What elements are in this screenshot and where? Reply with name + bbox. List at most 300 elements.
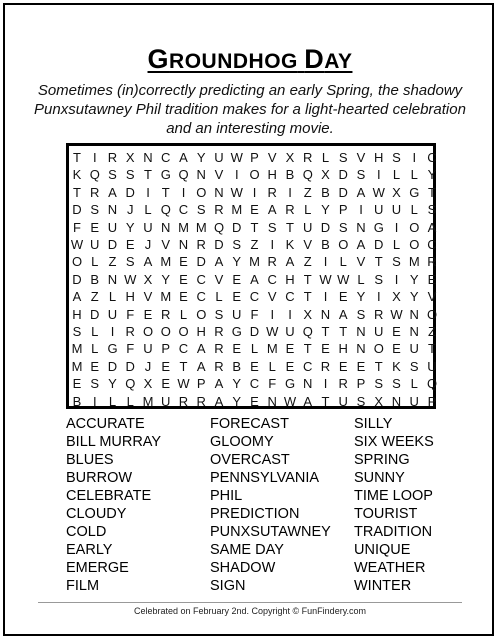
- word-list-item: SPRING: [354, 452, 410, 468]
- grid-letter: A: [285, 254, 295, 270]
- grid-letter: I: [110, 324, 115, 339]
- grid-letter: S: [374, 271, 384, 287]
- word-list-item: PUNXSUTAWNEY: [210, 524, 331, 540]
- grid-letter: O: [249, 167, 260, 183]
- grid-letter: A: [356, 237, 366, 252]
- grid-letter: D: [249, 324, 260, 339]
- grid-letter: A: [179, 150, 188, 165]
- grid-letter: U: [374, 202, 384, 218]
- word-list-item: CELEBRATE: [66, 488, 152, 504]
- grid-letter: L: [144, 202, 152, 218]
- grid-letter: N: [391, 393, 402, 409]
- word-list-item: TIME LOOP: [354, 488, 433, 504]
- grid-letter: H: [285, 271, 295, 287]
- grid-letter: H: [374, 150, 384, 165]
- grid-letter: E: [285, 358, 295, 374]
- grid-letter: A: [356, 184, 366, 200]
- grid-letter: A: [72, 289, 82, 305]
- grid-letter: I: [181, 184, 186, 200]
- grid-letter: X: [303, 306, 313, 322]
- grid-letter: G: [231, 324, 242, 339]
- grid-letter: P: [196, 376, 206, 392]
- grid-letter: U: [374, 324, 384, 339]
- grid-letter: Y: [161, 271, 171, 287]
- grid-letter: L: [357, 271, 365, 287]
- grid-letter: R: [107, 150, 118, 165]
- grid-letter: E: [161, 376, 171, 392]
- word-list-item: COLD: [66, 524, 107, 540]
- grid-letter: O: [178, 324, 189, 339]
- word-list-item: SUNNY: [354, 470, 405, 486]
- grid-letter: I: [146, 184, 150, 200]
- grid-letter: T: [161, 184, 170, 200]
- grid-letter: O: [160, 324, 171, 339]
- grid-letter: E: [356, 358, 366, 374]
- grid-letter: T: [179, 358, 188, 374]
- grid-letter: S: [232, 237, 242, 252]
- grid-letter: Y: [356, 289, 366, 305]
- grid-letter: T: [73, 150, 81, 165]
- grid-letter: E: [321, 341, 330, 357]
- grid-letter: H: [267, 167, 277, 183]
- footer-divider: [38, 602, 462, 603]
- word-list-item: PHIL: [210, 488, 243, 504]
- grid-letter: L: [410, 376, 418, 392]
- grid-row: [69, 149, 437, 166]
- grid-letter: I: [323, 254, 328, 270]
- grid-letter: P: [427, 393, 437, 409]
- grid-letter: O: [409, 219, 420, 235]
- grid-letter: R: [267, 254, 277, 270]
- grid-letter: R: [338, 376, 348, 392]
- grid-letter: E: [179, 254, 188, 270]
- grid-letter: R: [178, 393, 189, 409]
- grid-letter: D: [196, 254, 206, 270]
- grid-letter: U: [427, 358, 437, 374]
- grid-letter: S: [108, 167, 117, 183]
- page-title: GROUNDHOG DAY: [147, 44, 353, 74]
- grid-letter: Y: [232, 393, 242, 409]
- word-list-item: OVERCAST: [210, 452, 290, 468]
- grid-row: [69, 219, 437, 236]
- grid-letter: L: [179, 306, 188, 322]
- grid-letter: I: [323, 376, 328, 392]
- grid-letter: C: [196, 271, 206, 287]
- grid-letter: U: [90, 237, 100, 252]
- grid-letter: O: [196, 184, 207, 200]
- grid-letter: L: [108, 289, 117, 305]
- grid-letter: U: [107, 306, 118, 322]
- grid-letter: B: [90, 271, 100, 287]
- grid-letter: T: [303, 289, 312, 305]
- grid-letter: F: [126, 341, 135, 357]
- grid-letter: O: [196, 306, 207, 322]
- grid-letter: T: [144, 167, 152, 183]
- word-list-item: SIX WEEKS: [354, 434, 434, 450]
- grid-letter: N: [356, 219, 366, 235]
- grid-letter: F: [268, 376, 277, 392]
- grid-letter: B: [321, 237, 330, 252]
- grid-letter: P: [250, 150, 259, 165]
- grid-letter: U: [409, 393, 419, 409]
- grid-letter: L: [215, 289, 223, 305]
- grid-letter: C: [427, 150, 437, 165]
- grid-letter: W: [266, 324, 279, 339]
- word-list-item: BURROW: [66, 470, 133, 486]
- grid-letter: T: [303, 341, 312, 357]
- grid-letter: V: [161, 237, 171, 252]
- grid-row: [69, 393, 437, 410]
- grid-letter: S: [196, 202, 206, 218]
- grid-letter: E: [392, 324, 401, 339]
- grid-letter: M: [71, 341, 83, 357]
- grid-letter: D: [338, 167, 348, 183]
- grid-letter: T: [374, 358, 383, 374]
- grid-letter: D: [72, 202, 82, 218]
- grid-letter: D: [90, 306, 100, 322]
- grid-letter: O: [338, 237, 349, 252]
- word-list-item: SILLY: [354, 416, 393, 432]
- grid-letter: A: [214, 376, 224, 392]
- grid-letter: N: [161, 219, 171, 235]
- grid-letter: C: [178, 341, 189, 357]
- grid-letter: A: [214, 254, 224, 270]
- word-list-item: EMERGE: [66, 560, 129, 576]
- grid-letter: V: [267, 289, 277, 305]
- grid-letter: V: [214, 271, 224, 287]
- grid-letter: F: [126, 306, 135, 322]
- grid-letter: H: [338, 341, 348, 357]
- word-list-item: PREDICTION: [210, 506, 300, 522]
- grid-letter: Q: [160, 202, 171, 218]
- grid-letter: S: [392, 254, 401, 270]
- word-column: [210, 415, 331, 595]
- grid-letter: Z: [90, 289, 99, 305]
- footer-text: Celebrated on February 2nd. Copyright © FunFindery.com: [133, 606, 367, 616]
- grid-letter: Y: [409, 271, 419, 287]
- grid-letter: E: [338, 358, 348, 374]
- grid-letter: L: [410, 167, 418, 183]
- word-list-item: ACCURATE: [66, 416, 145, 432]
- grid-letter: T: [374, 254, 383, 270]
- grid-letter: A: [143, 254, 153, 270]
- grid-letter: H: [196, 324, 206, 339]
- grid-letter: Q: [213, 219, 225, 235]
- grid-letter: Z: [303, 184, 312, 200]
- grid-letter: X: [392, 184, 401, 200]
- grid-letter: E: [427, 271, 437, 287]
- grid-letter: L: [392, 237, 401, 252]
- grid-row: [69, 375, 438, 392]
- grid-letter: U: [143, 219, 153, 235]
- grid-letter: S: [267, 219, 277, 235]
- grid-letter: S: [90, 202, 100, 218]
- grid-letter: C: [161, 150, 171, 165]
- grid-letter: Y: [125, 219, 135, 235]
- grid-letter: O: [142, 324, 154, 339]
- grid-row: [69, 340, 436, 357]
- grid-letter: M: [178, 219, 189, 235]
- grid-letter: D: [72, 271, 82, 287]
- grid-letter: R: [90, 184, 100, 200]
- grid-letter: X: [125, 150, 135, 165]
- grid-letter: G: [160, 167, 171, 183]
- grid-row: [69, 288, 437, 305]
- grid-letter: Z: [303, 254, 312, 270]
- grid-letter: O: [373, 341, 384, 357]
- grid-letter: E: [125, 237, 135, 252]
- grid-letter: Q: [178, 167, 189, 183]
- grid-letter: A: [250, 271, 259, 287]
- grid-letter: Z: [428, 324, 436, 339]
- grid-letter: E: [179, 289, 188, 305]
- word-list-item: UNIQUE: [354, 542, 411, 558]
- grid-letter: Y: [409, 289, 419, 305]
- grid-letter: L: [304, 202, 312, 218]
- grid-row: [69, 184, 436, 201]
- grid-letter: D: [107, 237, 118, 252]
- grid-letter: U: [232, 306, 242, 322]
- grid-letter: D: [125, 184, 135, 200]
- word-list-item: SHADOW: [210, 560, 276, 576]
- grid-letter: L: [321, 150, 330, 165]
- grid-letter: N: [107, 271, 118, 287]
- grid-letter: S: [125, 167, 135, 183]
- grid-letter: D: [214, 237, 224, 252]
- grid-letter: T: [303, 271, 312, 287]
- grid-letter: R: [267, 184, 277, 200]
- grid-letter: K: [72, 167, 82, 183]
- grid-letter: H: [72, 306, 82, 322]
- grid-letter: E: [90, 219, 100, 235]
- grid-letter: P: [356, 376, 366, 392]
- grid-letter: N: [356, 324, 366, 339]
- grid-letter: E: [285, 341, 295, 357]
- grid-letter: S: [409, 358, 419, 374]
- word-column: [354, 415, 434, 595]
- grid-letter: L: [91, 341, 99, 357]
- grid-letter: U: [303, 219, 313, 235]
- grid-letter: C: [196, 289, 206, 305]
- grid-letter: M: [266, 341, 278, 357]
- grid-letter: R: [214, 341, 224, 357]
- grid-letter: A: [267, 202, 277, 218]
- grid-letter: R: [214, 324, 224, 339]
- grid-letter: E: [161, 358, 171, 374]
- word-list-item: FILM: [66, 578, 100, 594]
- grid-letter: Z: [250, 237, 259, 252]
- grid-letter: E: [179, 271, 188, 287]
- grid-letter: U: [338, 393, 348, 409]
- grid-letter: W: [177, 376, 190, 392]
- grid-letter: M: [195, 219, 207, 235]
- grid-letter: R: [125, 324, 135, 339]
- grid-letter: L: [91, 324, 99, 339]
- grid-letter: R: [320, 358, 331, 374]
- page-subtitle: Sometimes (in)correctly predicting an early Spring, the shadowy Punxsutawney Phil tradition makes for a light-hearted celebration and an interesting movie.: [34, 82, 466, 137]
- grid-letter: S: [338, 219, 348, 235]
- grid-letter: S: [356, 306, 366, 322]
- grid-letter: X: [392, 289, 401, 305]
- grid-letter: C: [178, 202, 189, 218]
- grid-letter: Y: [108, 376, 117, 392]
- grid-letter: R: [196, 237, 206, 252]
- grid-letter: Z: [108, 254, 117, 270]
- grid-letter: D: [107, 358, 118, 374]
- grid-letter: Y: [232, 254, 242, 270]
- grid-letter: W: [124, 271, 137, 287]
- grid-letter: Q: [302, 167, 313, 183]
- grid-letter: L: [268, 358, 276, 374]
- grid-letter: I: [92, 150, 97, 165]
- grid-letter: V: [427, 289, 437, 305]
- word-list-item: SAME DAY: [210, 542, 284, 558]
- grid-letter: L: [250, 341, 259, 357]
- word-list-item: EARLY: [66, 542, 113, 558]
- grid-letter: V: [214, 167, 224, 183]
- grid-letter: W: [372, 184, 385, 200]
- grid-letter: N: [267, 393, 277, 409]
- grid-letter: T: [428, 184, 436, 200]
- word-list-item: WINTER: [354, 578, 412, 594]
- grid-letter: D: [125, 358, 135, 374]
- grid-letter: S: [72, 324, 82, 339]
- grid-letter: E: [90, 358, 100, 374]
- grid-letter: S: [356, 167, 366, 183]
- grid-letter: I: [288, 306, 292, 322]
- grid-letter: B: [232, 358, 242, 374]
- word-list-item: BLUES: [66, 452, 114, 468]
- grid-letter: N: [303, 376, 313, 392]
- grid-letter: J: [144, 237, 152, 252]
- grid-letter: T: [73, 184, 81, 200]
- grid-letter: B: [321, 184, 330, 200]
- grid-letter: U: [143, 341, 153, 357]
- grid-letter: D: [338, 184, 348, 200]
- grid-row: [69, 358, 437, 375]
- grid-letter: T: [321, 324, 330, 339]
- grid-letter: N: [320, 306, 331, 322]
- grid-letter: M: [231, 202, 243, 218]
- grid-letter: N: [178, 237, 189, 252]
- grid-letter: T: [339, 324, 348, 339]
- grid-row: [69, 323, 436, 340]
- grid-letter: E: [232, 289, 242, 305]
- grid-letter: Y: [196, 150, 206, 165]
- grid-letter: Y: [232, 376, 242, 392]
- grid-letter: L: [392, 167, 401, 183]
- grid-letter: C: [285, 289, 295, 305]
- grid-letter: W: [283, 393, 297, 409]
- grid-letter: U: [161, 393, 171, 409]
- grid-letter: A: [214, 393, 224, 409]
- grid-letter: P: [161, 341, 171, 357]
- grid-letter: X: [143, 271, 153, 287]
- grid-letter: I: [234, 167, 239, 183]
- grid-letter: K: [392, 358, 401, 374]
- word-list-item: WEATHER: [354, 560, 426, 576]
- grid-letter: N: [409, 324, 419, 339]
- grid-letter: S: [338, 150, 348, 165]
- grid-letter: C: [303, 358, 313, 374]
- grid-letter: R: [161, 306, 171, 322]
- grid-letter: X: [143, 376, 153, 392]
- grid-letter: V: [303, 237, 313, 252]
- grid-row: [69, 271, 437, 288]
- grid-letter: U: [409, 341, 419, 357]
- grid-letter: B: [72, 393, 82, 409]
- grid-letter: X: [374, 393, 384, 409]
- grid-letter: R: [285, 202, 295, 218]
- grid-letter: R: [303, 150, 313, 165]
- grid-letter: F: [73, 219, 81, 235]
- grid-letter: E: [72, 376, 82, 392]
- grid-letter: M: [160, 289, 172, 305]
- grid-row: [69, 201, 437, 218]
- grid-letter: A: [108, 184, 117, 200]
- grid-letter: I: [92, 393, 97, 409]
- grid-letter: W: [337, 271, 350, 287]
- grid-letter: E: [392, 341, 401, 357]
- grid-letter: E: [338, 289, 348, 305]
- grid-letter: V: [356, 150, 366, 165]
- grid-letter: Q: [426, 376, 438, 392]
- grid-letter: I: [376, 289, 381, 305]
- grid-letter: O: [71, 254, 83, 270]
- word-column: [66, 415, 161, 595]
- grid-letter: A: [196, 358, 206, 374]
- grid-letter: A: [196, 341, 206, 357]
- grid-letter: I: [376, 167, 381, 183]
- grid-letter: V: [267, 150, 277, 165]
- grid-letter: U: [214, 150, 224, 165]
- grid-letter: L: [339, 254, 347, 270]
- grid-letter: S: [427, 202, 437, 218]
- grid-letter: R: [427, 254, 437, 270]
- grid-letter: S: [392, 150, 401, 165]
- grid-letter: T: [286, 219, 294, 235]
- grid-letter: S: [90, 376, 100, 392]
- grid-letter: I: [359, 202, 363, 218]
- grid-letter: N: [409, 306, 419, 322]
- grid-letter: Q: [125, 376, 136, 392]
- grid-letter: E: [232, 271, 242, 287]
- grid-letter: T: [250, 219, 259, 235]
- grid-letter: I: [412, 150, 417, 165]
- grid-letter: M: [142, 393, 154, 409]
- grid-letter: Y: [427, 167, 437, 183]
- grid-letter: M: [160, 254, 172, 270]
- grid-letter: E: [250, 393, 259, 409]
- grid-letter: S: [392, 376, 401, 392]
- grid-letter: I: [270, 306, 275, 322]
- word-list-item: GLOOMY: [210, 434, 274, 450]
- grid-letter: I: [394, 219, 399, 235]
- grid-letter: J: [127, 202, 134, 218]
- grid-letter: W: [230, 184, 243, 200]
- grid-letter: A: [338, 306, 348, 322]
- grid-letter: A: [303, 393, 313, 409]
- grid-letter: P: [338, 202, 348, 218]
- grid-letter: X: [321, 167, 330, 183]
- grid-letter: R: [374, 306, 384, 322]
- grid-letter: U: [391, 202, 402, 218]
- grid-letter: O: [409, 237, 420, 252]
- grid-letter: A: [427, 219, 437, 235]
- grid-row: [69, 306, 438, 323]
- grid-letter: B: [285, 167, 295, 183]
- grid-letter: D: [374, 237, 384, 252]
